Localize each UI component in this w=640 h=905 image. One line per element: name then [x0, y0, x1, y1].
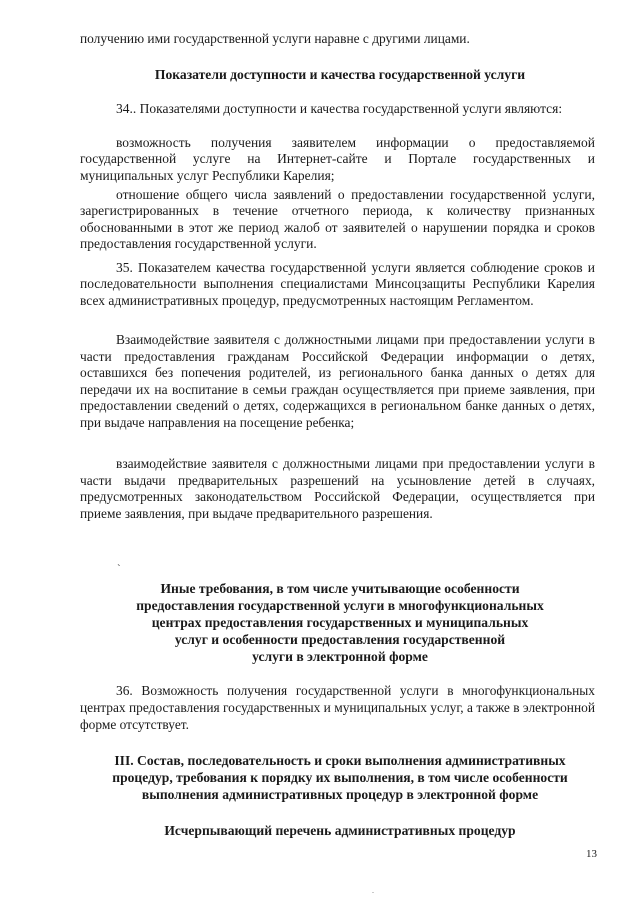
heading-section-3 [60, 752, 620, 803]
heading-line: предоставления государственной услуги в многофункциональных [136, 598, 544, 613]
paragraph-34-item-1: возможность получения заявителем информации о предоставляемой государственной услуге на Интернет-сайте и Портале государственных и муниципальных услуг Республики Карелия; [80, 135, 595, 183]
paragraph-35: 35. Показателем качества государственной услуги является соблюдение сроков и последовательности выполнения специалистами Минсоцзащиты Республики Карелия всех административных процедур, предусмотренных настоящим Регламентом. [80, 260, 595, 308]
heading-other-requirements [70, 580, 610, 665]
heading-line: услуг и особенности предоставления государственной [174, 632, 506, 647]
heading-line: III. Состав, последовательность и сроки выполнения административных [114, 753, 566, 768]
heading-line: процедур, требования к порядку их выполнения, в том числе особенности [112, 770, 568, 785]
stray-dot: . [372, 886, 374, 895]
stray-mark: ` [117, 563, 121, 575]
paragraph-top: получению ими государственной услуги наравне с другими лицами. [80, 31, 470, 46]
heading-line: Иные требования, в том числе учитывающие особенности [160, 581, 520, 596]
paragraph-36: 36. Возможность получения государственной услуги в многофункциональных центрах предоставления государственных и муниципальных услуг, а также в электронной форме отсутствует. [80, 683, 595, 732]
paragraph-34-item-2: отношение общего числа заявлений о предоставлении государственной услуги, зарегистрированных в течение отчетного периода, к количеству признанных обоснованными в этот же период жалоб от заявителей о нарушении порядка и сроков предоставления государственной услуги. [80, 187, 595, 252]
heading-line: центрах предоставления государственных и муниципальных [151, 615, 529, 630]
heading-line: выполнения административных процедур в электронной форме [141, 787, 539, 802]
page-number: 13 [586, 848, 597, 860]
paragraph-35-interaction-1: Взаимодействие заявителя с должностными лицами при предоставлении услуги в части предоставления гражданам Российской Федерации информации о детях, оставшихся без попечения родителей, из регионального банка данных о детях для передачи их на воспитание в семьи граждан осуществляется при приеме заявления, при предоставлении сведений о детях, содержащихся в региональном банке данных о детях, при выдаче направления на посещение ребенка; [80, 332, 595, 430]
heading-procedure-list: Исчерпывающий перечень административных процедур [164, 823, 516, 838]
paragraph-34: 34.. Показателями доступности и качества государственной услуги являются: [116, 101, 563, 116]
paragraph-35-interaction-2: взаимодействие заявителя с должностными лицами при предоставлении услуги в части выдачи предварительных разрешений на усыновление детей в случаях, предусмотренных законодательством Российской Федерации, осуществляется при приеме заявления, при выдаче предварительного разрешения. [80, 456, 595, 521]
heading-indicators: Показатели доступности и качества государственной услуги [154, 67, 526, 82]
heading-line: услуги в электронной форме [252, 649, 428, 664]
